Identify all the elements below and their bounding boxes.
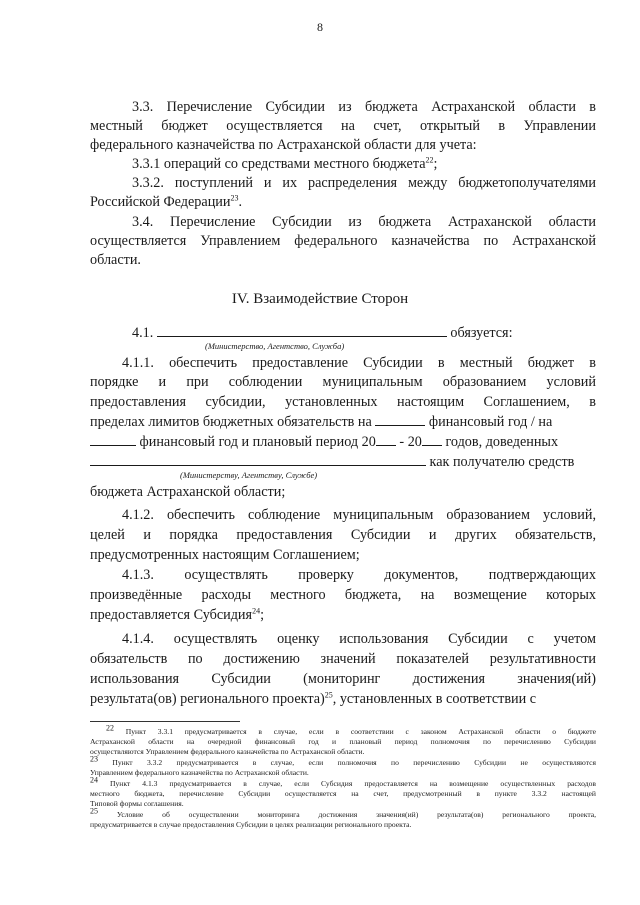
text-line: обязательств по достижению значений показателей результативности: [90, 651, 596, 667]
text-line: 4.1.2. обеспечить соблюдение муниципальным образованием условий,: [122, 507, 596, 523]
text-line: области.: [90, 252, 141, 268]
text-line: 3.3.1 операций со средствами местного бюджета$^{22}$;: [132, 155, 438, 172]
fill-blank-line: [375, 413, 425, 426]
section-heading: IV. Взаимодействие Сторон: [231, 291, 409, 307]
text-line: федерального казначейства по Астраханской области для учета:: [90, 137, 477, 153]
text-line: 4.1.3. осуществлять проверку документов, подтверждающих: [122, 567, 596, 583]
text-line: пределах лимитов бюджетных обязательств на финансовый год / на: [90, 414, 553, 430]
footnote-separator: [90, 721, 240, 722]
footnote-line: местного бюджета, перечисление Субсидии осуществляется на счет, предусмотренный в пункте 3.3.2 настоящей: [90, 789, 596, 798]
text-line: предусмотренных настоящим Соглашением;: [90, 547, 360, 563]
text-line: как получателю средств: [90, 453, 596, 471]
text-line: предоставления субсидии, установленных настоящим Соглашением, в: [90, 394, 596, 410]
text-line: произведённые расходы местного бюджета, на возмещение которых: [90, 587, 596, 603]
footnote-line: $^{22}$ Пункт 3.3.1 предусматривается в случае, если в соответствии с законом Астраханской области о бюджете: [106, 723, 597, 736]
fill-blank-line: [90, 453, 426, 466]
footnote-line: Управлением федерального казначейства по Астраханской области.: [90, 768, 309, 777]
text-line: целей и порядка предоставления Субсидии и других обязательств,: [90, 527, 596, 543]
page-number: 8: [317, 20, 323, 34]
text-line: предоставляется Субсидия$^{24}$;: [90, 606, 265, 623]
footnote-line: $^{24}$ Пункт 4.1.3 предусматривается в случае, если Субсидия предоставляется на возмещение осуществленных расходов: [90, 775, 596, 788]
text-line: использования Субсидии (мониторинг достижения значения(ий): [90, 671, 596, 687]
text-line: 3.4. Перечисление Субсидии из бюджета Астраханской области: [132, 214, 596, 230]
text-line: Российской Федерации$^{23}$.: [90, 193, 243, 210]
fill-blank-line: [422, 433, 442, 446]
field-sublabel: (Министерству, Агентству, Службе): [180, 470, 318, 480]
text-line: 3.3.2. поступлений и их распределения между бюджетополучателями: [132, 175, 596, 191]
text-line: местный бюджет осуществляется на счет, открытый в Управлении: [90, 118, 596, 134]
text-line: бюджета Астраханской области;: [90, 484, 286, 500]
footnote-line: $^{23}$ Пункт 3.3.2 предусматривается в случае, если полномочия по перечислению Субсидии не осуществляются: [90, 754, 596, 767]
footnote-line: осуществляются Управлением федерального казначейства по Астраханской области.: [90, 747, 365, 756]
text-line: 4.1.4. осуществлять оценку использования Субсидии с учетом: [122, 631, 596, 647]
field-sublabel: (Министерство, Агентство, Служба): [205, 341, 345, 351]
footnote-ref: 23: [230, 193, 239, 203]
footnote-line: Астраханской области на очередной финансовый год и плановый период полномочия по перечислению Субсидии: [90, 737, 596, 746]
text-line: 4.1.1. обеспечить предоставление Субсидии в местный бюджет в: [122, 355, 596, 371]
text-line: осуществляется Управлением федерального казначейства по Астраханской: [90, 233, 596, 249]
text-line: порядке и при соблюдении муниципальным образованием условий: [90, 374, 596, 390]
fill-blank-line: [90, 433, 136, 446]
footnote-ref: 22: [425, 155, 434, 165]
fill-blank-line: [157, 324, 447, 337]
text-line: финансовый год и плановый период 20 - 20 годов, доведенных: [90, 433, 596, 451]
footnote-line: Типовой формы соглашения.: [90, 799, 184, 808]
footnote-line: предусматривается в случае предоставления Субсидии в целях реализации регионального проекта.: [90, 820, 412, 829]
footnote-line: $^{25}$ Условие об осуществлении мониторинга достижения значения(ий) результата(ов) регионального проекта,: [90, 806, 596, 819]
fill-blank-line: [376, 433, 396, 446]
text-line: 3.3. Перечисление Субсидии из бюджета Астраханской области в: [132, 99, 596, 115]
text-line: результата(ов) регионального проекта)$^{25}$, установленных в соответствии с: [90, 690, 537, 707]
footnote-ref: 24: [252, 606, 261, 616]
footnote-ref: 25: [324, 690, 333, 700]
text-line: 4.1. обязуется:: [132, 325, 513, 341]
